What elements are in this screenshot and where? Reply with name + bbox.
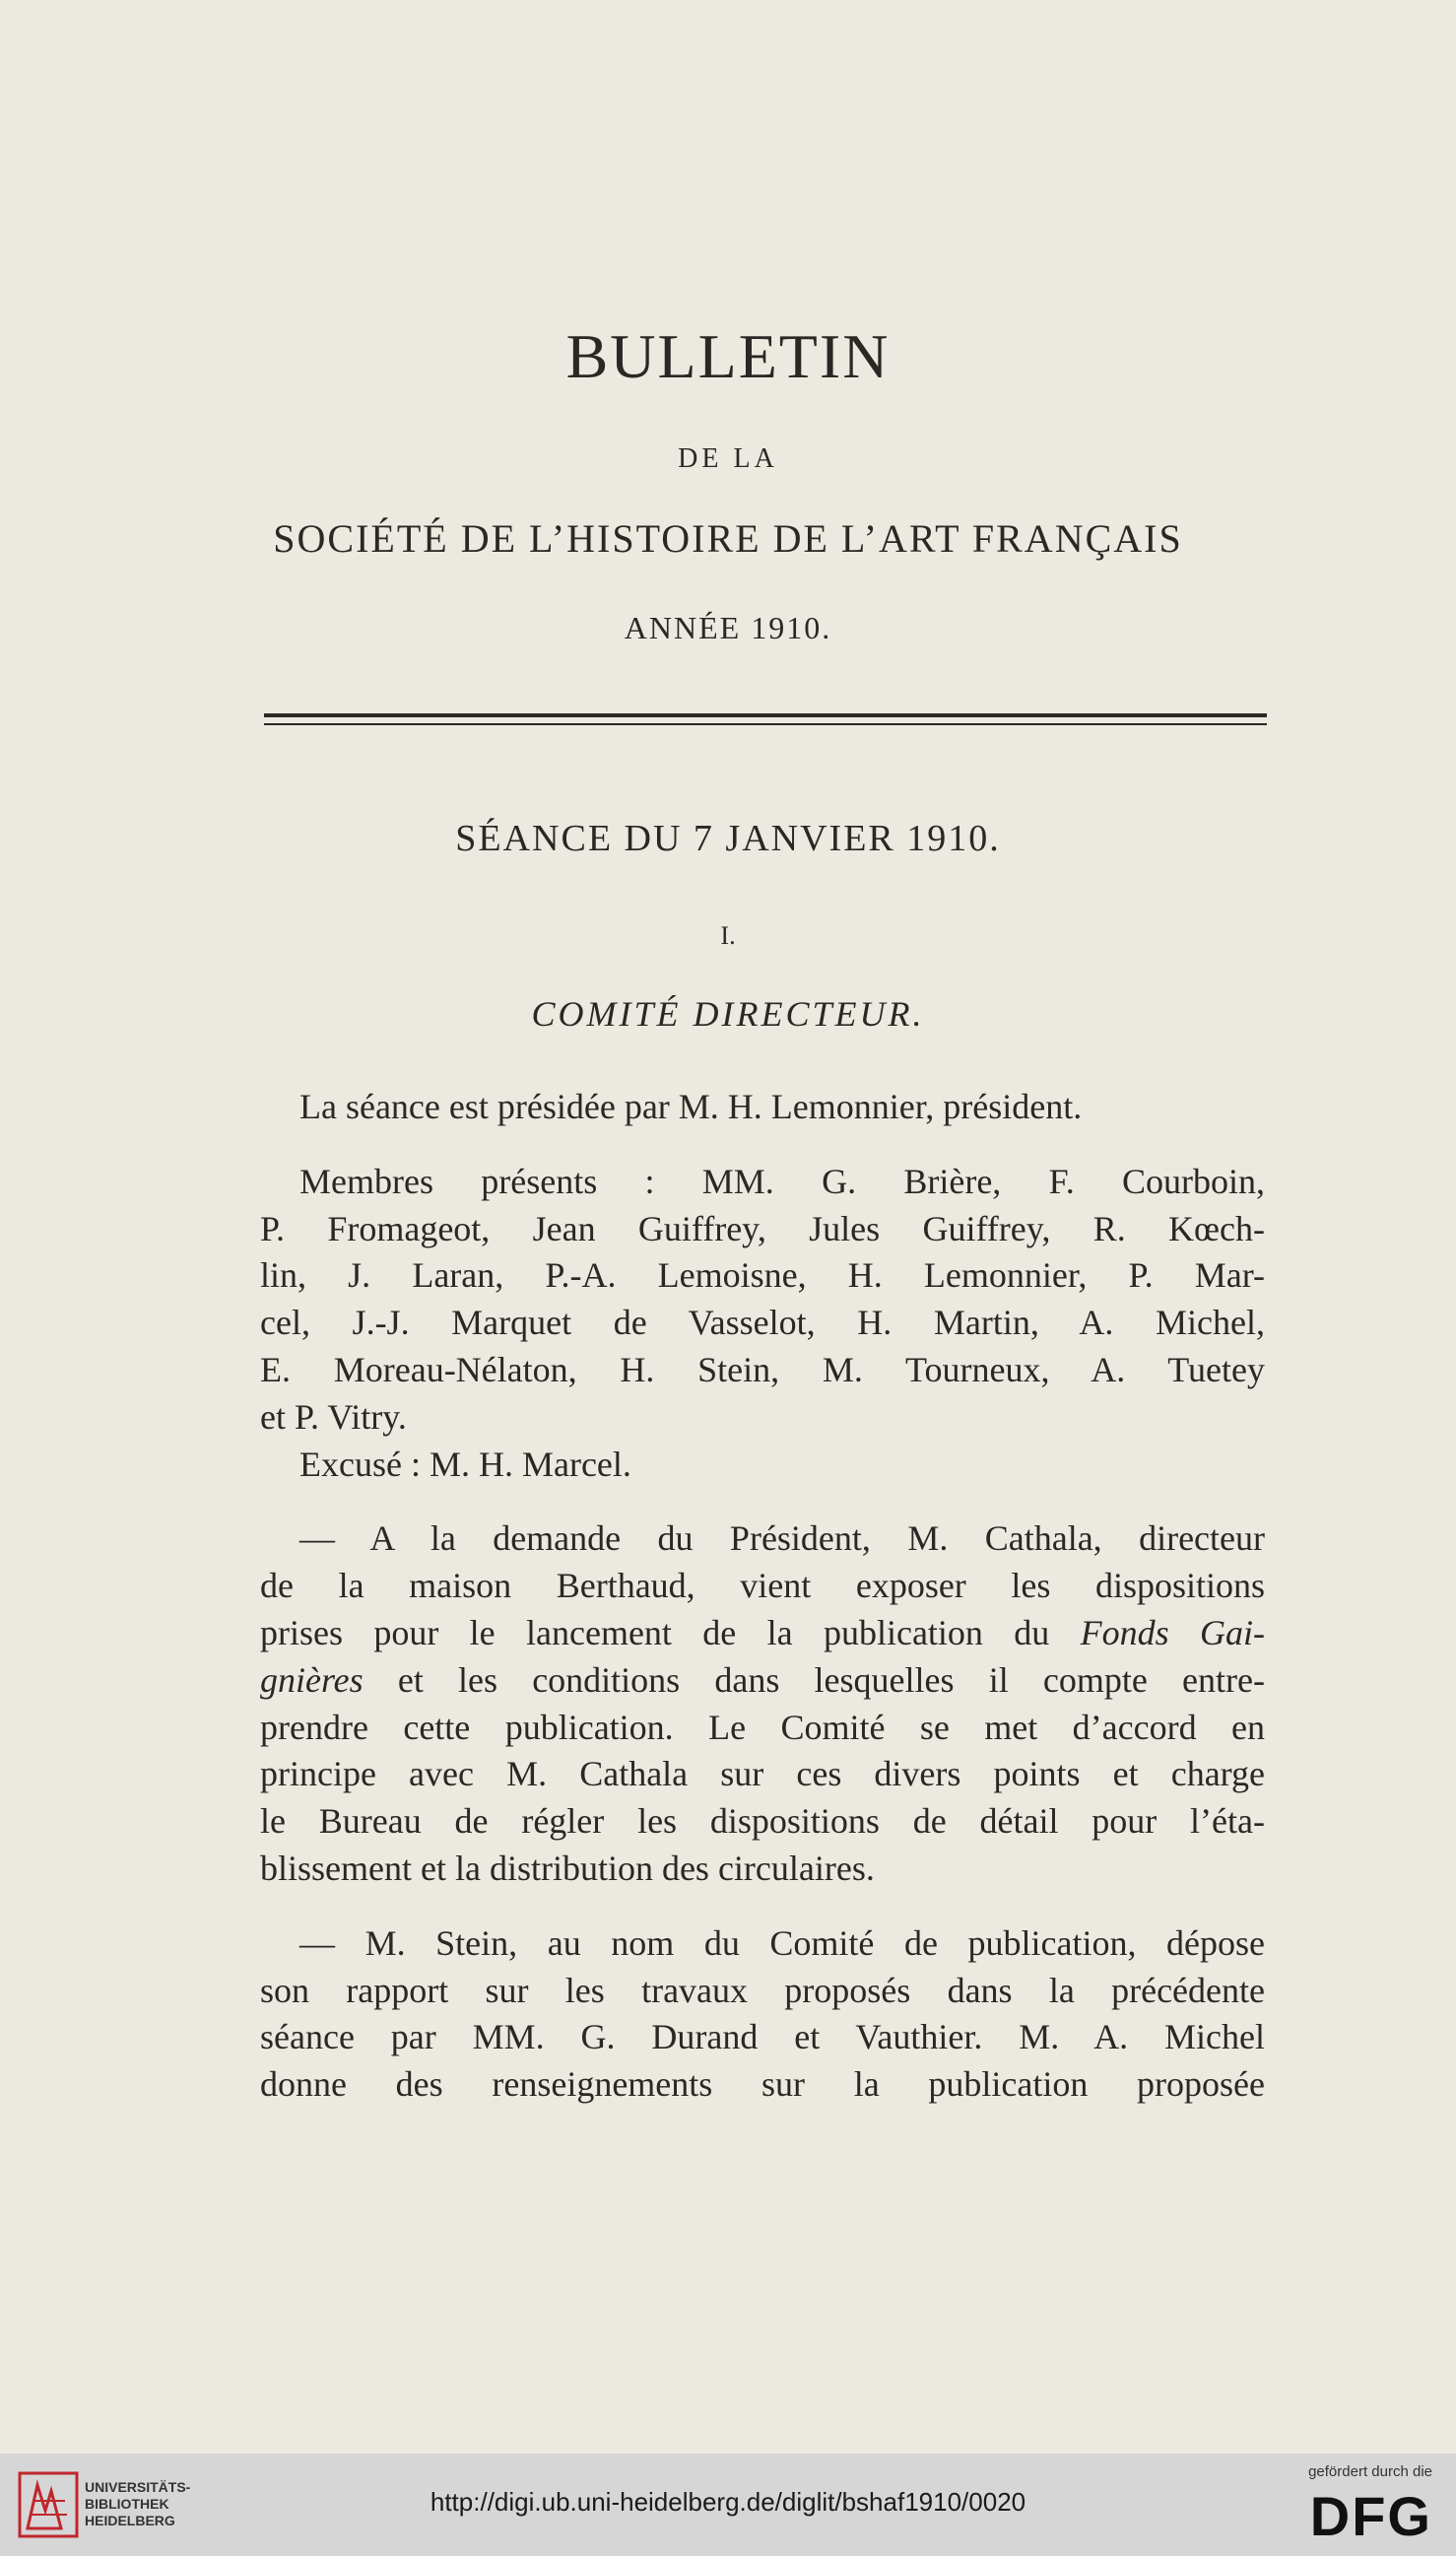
text-line: P. Fromageot, Jean Guiffrey, Jules Guiffrey, R. Kœch- [260,1208,1265,1248]
paragraph-gap [260,1488,1265,1515]
text-line: — A la demande du Président, M. Cathala, directeur [299,1518,1265,1559]
title-connector: DE LA [678,443,778,474]
heading-rule-thin [264,723,1267,725]
text-line: prises pour le lancement de la publication du Fonds Gai- [260,1612,1265,1652]
text-line: Membres présents : MM. G. Brière, F. Courboin, [299,1161,1265,1201]
text-line: son rapport sur les travaux proposés dans la précédente [260,1970,1265,2010]
funded-by-label: gefördert durch die [1308,2463,1432,2480]
session-heading: SÉANCE DU 7 JANVIER 1910. [455,818,1001,859]
text-line: principe avec M. Cathala sur ces divers points et charge [260,1754,1265,1794]
text-line: gnières et les conditions dans lesquelles il compte entre- [260,1659,1265,1700]
library-line: BIBLIOTHEK [85,2496,169,2512]
journal-title: BULLETIN [565,321,891,391]
dfg-logo: DFG [1309,2485,1432,2547]
heading-rule-thick [264,713,1267,717]
viewer-footer [0,2454,1456,2556]
year-line: ANNÉE 1910. [624,610,832,645]
text-line: Excusé : M. H. Marcel. [299,1444,631,1484]
body-text [260,1084,1265,2109]
permalink-url[interactable]: http://digi.ub.uni-heidelberg.de/diglit/bshaf1910/0020 [430,2487,1026,2517]
text-line: de la maison Berthaud, vient exposer les dispositions [260,1566,1265,1606]
text-line: séance par MM. G. Durand et Vauthier. M. A. Michel [260,2017,1265,2057]
text-line: et P. Vitry. [260,1396,407,1437]
text-line: E. Moreau-Nélaton, H. Stein, M. Tourneux, A. Tuetey [260,1349,1265,1389]
section-number: I. [720,921,736,950]
society-name: SOCIÉTÉ DE L’HISTOIRE DE L’ART FRANÇAIS [273,516,1183,561]
text-line: prendre cette publication. Le Comité se met d’accord en [260,1707,1265,1747]
library-line: HEIDELBERG [85,2513,175,2528]
text-line: cel, J.-J. Marquet de Vasselot, H. Martin, A. Michel, [260,1303,1265,1343]
library-line: UNIVERSITÄTS- [85,2479,191,2495]
text-line: lin, J. Laran, P.-A. Lemoisne, H. Lemonnier, P. Mar- [260,1255,1265,1296]
text-line: La séance est présidée par M. H. Lemonnier, président. [299,1087,1083,1126]
section-title: COMITÉ DIRECTEUR. [531,994,925,1034]
text-line: blissement et la distribution des circulaires. [260,1848,875,1888]
text-line: donne des renseignements sur la publication proposée [260,2064,1265,2105]
text-line: — M. Stein, au nom du Comité de publication, dépose [299,1922,1265,1963]
paragraph-gap [260,1131,1265,1159]
text-line: le Bureau de régler les dispositions de détail pour l’éta- [260,1801,1265,1842]
paragraph-gap [260,1893,1265,1920]
